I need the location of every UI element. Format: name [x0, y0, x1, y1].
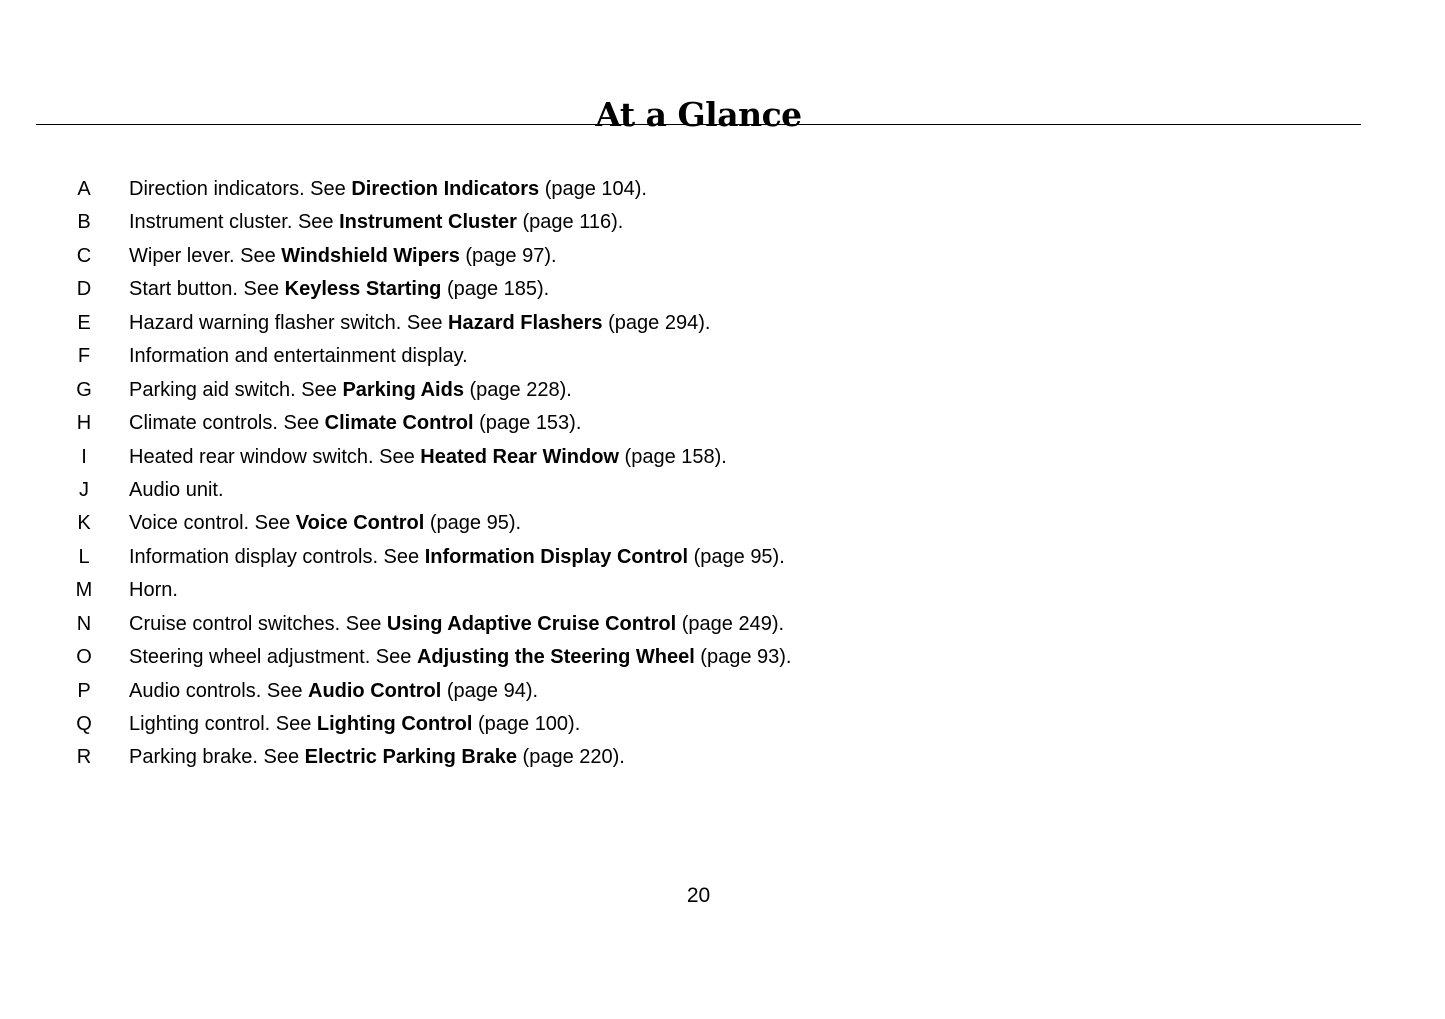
legend-item — [0, 307, 1000, 340]
legend-item — [0, 507, 1000, 540]
cross-reference-link[interactable]: Information Display Control — [424, 545, 689, 568]
title-divider — [36, 124, 1361, 125]
legend-letter: D — [76, 278, 92, 301]
legend-item — [0, 273, 1000, 306]
legend-description: Horn. — [129, 579, 178, 602]
legend-letter: M — [75, 579, 93, 602]
legend-item — [0, 340, 1000, 373]
legend-item — [0, 608, 1000, 641]
cross-reference-link[interactable]: Instrument Cluster — [339, 211, 517, 234]
legend-description: Wiper lever. See Windshield Wipers (page 97). — [129, 244, 557, 267]
legend-letter: E — [77, 311, 91, 334]
legend-letter: F — [77, 345, 91, 368]
legend-letter: G — [76, 378, 92, 401]
page-title: At a Glance — [595, 95, 802, 135]
cross-reference-link[interactable]: Hazard Flashers — [448, 311, 603, 334]
legend-description: Start button. See Keyless Starting (page 185). — [129, 278, 550, 301]
cross-reference-link[interactable]: Using Adaptive Cruise Control — [386, 612, 677, 635]
legend-list — [0, 173, 1000, 775]
legend-letter: I — [81, 445, 87, 468]
legend-description: Steering wheel adjustment. See Adjusting the Steering Wheel (page 93). — [129, 646, 792, 669]
legend-description: Audio controls. See Audio Control (page 94). — [129, 679, 539, 702]
legend-letter: K — [77, 512, 91, 535]
cross-reference-link[interactable]: Windshield Wipers — [281, 244, 460, 267]
legend-description: Audio unit. — [129, 478, 224, 501]
legend-item — [0, 541, 1000, 574]
legend-description: Direction indicators. See Direction Indicators (page 104). — [129, 178, 647, 200]
cross-reference-link[interactable]: Heated Rear Window — [420, 445, 619, 468]
legend-item — [0, 374, 1000, 407]
legend-item — [0, 173, 1000, 206]
legend-letter: O — [76, 646, 92, 669]
legend-description: Instrument cluster. See Instrument Cluster (page 116). — [129, 211, 624, 234]
legend-item — [0, 240, 1000, 273]
cross-reference-link[interactable]: Adjusting the Steering Wheel — [416, 646, 695, 669]
cross-reference-link[interactable]: Audio Control — [308, 679, 442, 702]
legend-letter: J — [79, 478, 89, 501]
legend-description: Hazard warning flasher switch. See Hazard Flashers (page 294). — [129, 311, 711, 334]
legend-description: Climate controls. See Climate Control (page 153). — [129, 412, 582, 435]
legend-letter: N — [76, 612, 92, 635]
legend-description: Voice control. See Voice Control (page 95). — [129, 512, 522, 535]
cross-reference-link[interactable]: Parking Aids — [342, 378, 464, 401]
legend-item — [0, 641, 1000, 674]
cross-reference-link[interactable]: Lighting Control — [316, 713, 473, 735]
page-number: 20 — [686, 884, 711, 907]
legend-item — [0, 574, 1000, 607]
legend-item — [0, 675, 1000, 708]
legend-item — [0, 206, 1000, 239]
legend-description: Heated rear window switch. See Heated Rear Window (page 158). — [129, 445, 727, 468]
legend-item — [0, 741, 1000, 774]
legend-letter: C — [76, 244, 92, 267]
cross-reference-link[interactable]: Electric Parking Brake — [304, 746, 517, 769]
legend-description: Information and entertainment display. — [129, 345, 468, 368]
legend-description: Parking aid switch. See Parking Aids (page 228). — [129, 378, 572, 401]
legend-description: Information display controls. See Information Display Control (page 95). — [129, 545, 785, 568]
cross-reference-link[interactable]: Climate Control — [324, 412, 474, 435]
legend-item — [0, 407, 1000, 440]
cross-reference-link[interactable]: Voice Control — [295, 512, 425, 535]
legend-letter: A — [77, 178, 91, 200]
legend-letter: H — [76, 412, 92, 435]
cross-reference-link[interactable]: Keyless Starting — [284, 278, 442, 301]
legend-description: Parking brake. See Electric Parking Brake (page 220). — [129, 746, 625, 769]
legend-item — [0, 708, 1000, 741]
legend-item — [0, 441, 1000, 474]
legend-letter: Q — [76, 713, 92, 735]
legend-item — [0, 474, 1000, 507]
legend-letter: B — [77, 211, 91, 234]
cross-reference-link[interactable]: Direction Indicators — [351, 178, 540, 200]
legend-letter: L — [78, 545, 90, 568]
legend-description: Lighting control. See Lighting Control (page 100). — [129, 713, 581, 735]
legend-letter: R — [76, 746, 92, 769]
legend-letter: P — [77, 679, 91, 702]
legend-description: Cruise control switches. See Using Adaptive Cruise Control (page 249). — [129, 612, 785, 635]
